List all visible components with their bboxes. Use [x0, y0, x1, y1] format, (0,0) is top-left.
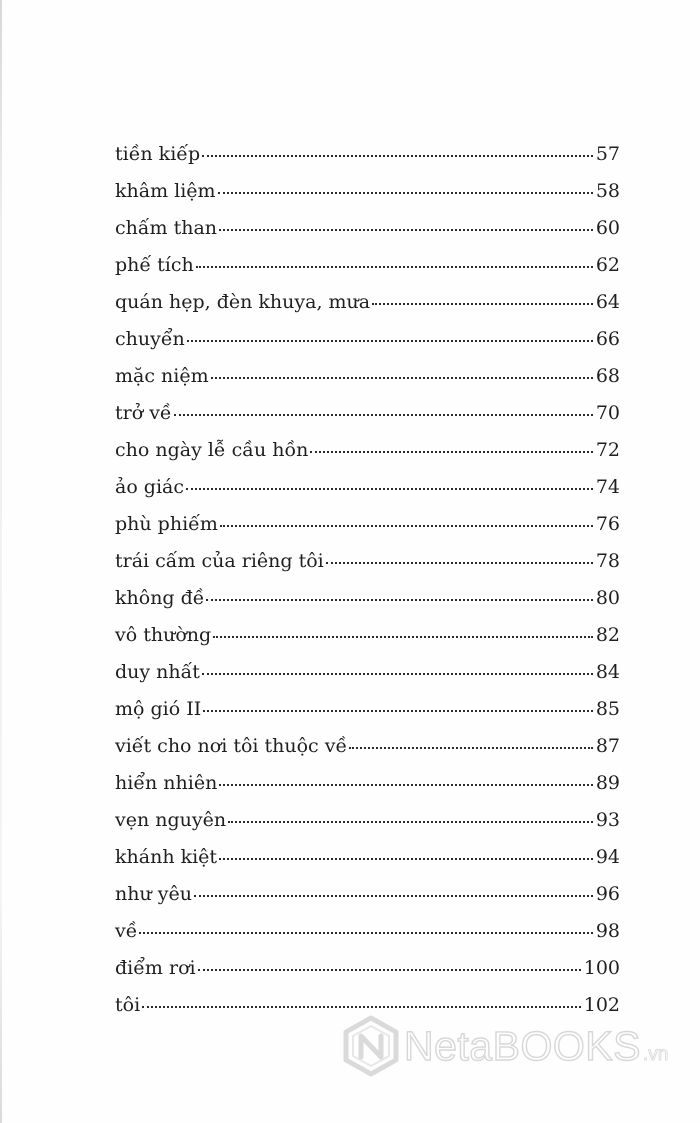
- toc-dot-leader: [187, 339, 593, 342]
- toc-entry-page-number: 82: [595, 624, 620, 646]
- toc-entry-page-number: 62: [595, 254, 620, 276]
- toc-dot-leader: [174, 413, 593, 416]
- toc-entry-page-number: 60: [595, 217, 620, 239]
- table-of-contents: [115, 136, 620, 1024]
- page-edge-shadow: [0, 0, 2, 1123]
- toc-entry: [115, 802, 620, 839]
- toc-dot-leader: [142, 1005, 581, 1008]
- toc-entry: [115, 432, 620, 469]
- toc-entry-title: phù phiếm: [115, 513, 218, 535]
- toc-dot-leader: [211, 376, 593, 379]
- toc-entry-title: tiền kiếp: [115, 143, 201, 165]
- toc-entry-page-number: 100: [583, 957, 620, 979]
- toc-entry-page-number: 64: [595, 291, 620, 313]
- toc-entry-title: mặc niệm: [115, 365, 209, 387]
- toc-entry-title: mộ gió II: [115, 698, 202, 720]
- toc-entry-title: cho ngày lễ cầu hồn: [115, 439, 309, 461]
- toc-entry-title: hiển nhiên: [115, 772, 218, 794]
- toc-entry-title: duy nhất: [115, 661, 200, 683]
- toc-entry: [115, 395, 620, 432]
- toc-dot-leader: [310, 450, 592, 453]
- toc-dot-leader: [326, 561, 593, 564]
- toc-entry-title: quán hẹp, đèn khuya, mưa: [115, 291, 371, 313]
- toc-entry-title: tôi: [115, 994, 141, 1016]
- toc-dot-leader: [198, 968, 581, 971]
- toc-entry-page-number: 72: [595, 439, 620, 461]
- toc-entry-title: trái cấm của riêng tôi: [115, 550, 324, 572]
- toc-dot-leader: [202, 154, 593, 157]
- toc-entry-page-number: 58: [595, 180, 620, 202]
- toc-entry-page-number: 89: [595, 772, 620, 794]
- toc-entry-page-number: 87: [595, 735, 620, 757]
- toc-entry-page-number: 66: [595, 328, 620, 350]
- toc-entry-title: khánh kiệt: [115, 846, 218, 868]
- toc-entry: [115, 950, 620, 987]
- toc-entry: [115, 506, 620, 543]
- watermark-text: [404, 1023, 668, 1070]
- toc-dot-leader: [228, 820, 593, 823]
- toc-entry-page-number: 74: [595, 476, 620, 498]
- toc-dot-leader: [372, 302, 593, 305]
- toc-entry: [115, 765, 620, 802]
- toc-entry: [115, 617, 620, 654]
- toc-entry-title: vô thường: [115, 624, 212, 646]
- toc-entry: [115, 543, 620, 580]
- toc-entry-title: như yêu: [115, 883, 192, 905]
- watermark-brand: NetaBOOKS: [404, 1022, 641, 1069]
- toc-dot-leader: [219, 783, 593, 786]
- toc-entry: [115, 321, 620, 358]
- netabooks-logo-icon: [340, 1015, 402, 1077]
- toc-entry-title: về: [115, 920, 138, 942]
- toc-dot-leader: [219, 857, 593, 860]
- toc-entry: [115, 210, 620, 247]
- toc-entry-page-number: 98: [595, 920, 620, 942]
- toc-entry: [115, 876, 620, 913]
- toc-entry-page-number: 78: [595, 550, 620, 572]
- watermark: [340, 1012, 690, 1080]
- toc-entry: [115, 247, 620, 284]
- toc-dot-leader: [213, 635, 593, 638]
- toc-dot-leader: [220, 524, 593, 527]
- toc-dot-leader: [206, 598, 592, 601]
- toc-entry-title: viết cho nơi tôi thuộc về: [115, 735, 348, 757]
- toc-entry: [115, 469, 620, 506]
- toc-entry-title: chấm than: [115, 217, 218, 239]
- toc-dot-leader: [196, 265, 593, 268]
- toc-entry: [115, 728, 620, 765]
- toc-entry-title: điểm rơi: [115, 957, 196, 979]
- toc-dot-leader: [203, 709, 593, 712]
- toc-entry-title: ảo giác: [115, 476, 185, 498]
- toc-entry-page-number: 80: [595, 587, 620, 609]
- toc-entry-page-number: 85: [595, 698, 620, 720]
- toc-entry-title: không đề: [115, 587, 205, 609]
- toc-dot-leader: [349, 746, 593, 749]
- toc-dot-leader: [186, 487, 593, 490]
- toc-dot-leader: [218, 191, 593, 194]
- toc-entry-title: phế tích: [115, 254, 194, 276]
- toc-dot-leader: [194, 894, 593, 897]
- toc-entry-page-number: 93: [595, 809, 620, 831]
- toc-entry-title: vẹn nguyên: [115, 809, 227, 831]
- toc-entry-page-number: 57: [595, 143, 620, 165]
- toc-entry-page-number: 102: [583, 994, 620, 1016]
- toc-dot-leader: [219, 228, 593, 231]
- toc-entry-page-number: 94: [595, 846, 620, 868]
- toc-entry-title: khâm liệm: [115, 180, 216, 202]
- toc-dot-leader: [139, 931, 592, 934]
- toc-dot-leader: [202, 672, 593, 675]
- toc-entry: [115, 654, 620, 691]
- toc-entry: [115, 358, 620, 395]
- toc-entry-title: chuyển: [115, 328, 185, 350]
- toc-entry-page-number: 70: [595, 402, 620, 424]
- toc-entry: [115, 580, 620, 617]
- toc-entry: [115, 913, 620, 950]
- toc-entry-page-number: 96: [595, 883, 620, 905]
- toc-entry-page-number: 76: [595, 513, 620, 535]
- toc-entry: [115, 136, 620, 173]
- toc-entry: [115, 173, 620, 210]
- toc-entry-page-number: 84: [595, 661, 620, 683]
- toc-entry-page-number: 68: [595, 365, 620, 387]
- toc-entry: [115, 284, 620, 321]
- watermark-domain: .vn: [642, 1043, 669, 1065]
- toc-entry-title: trở về: [115, 402, 172, 424]
- toc-entry: [115, 839, 620, 876]
- toc-entry: [115, 691, 620, 728]
